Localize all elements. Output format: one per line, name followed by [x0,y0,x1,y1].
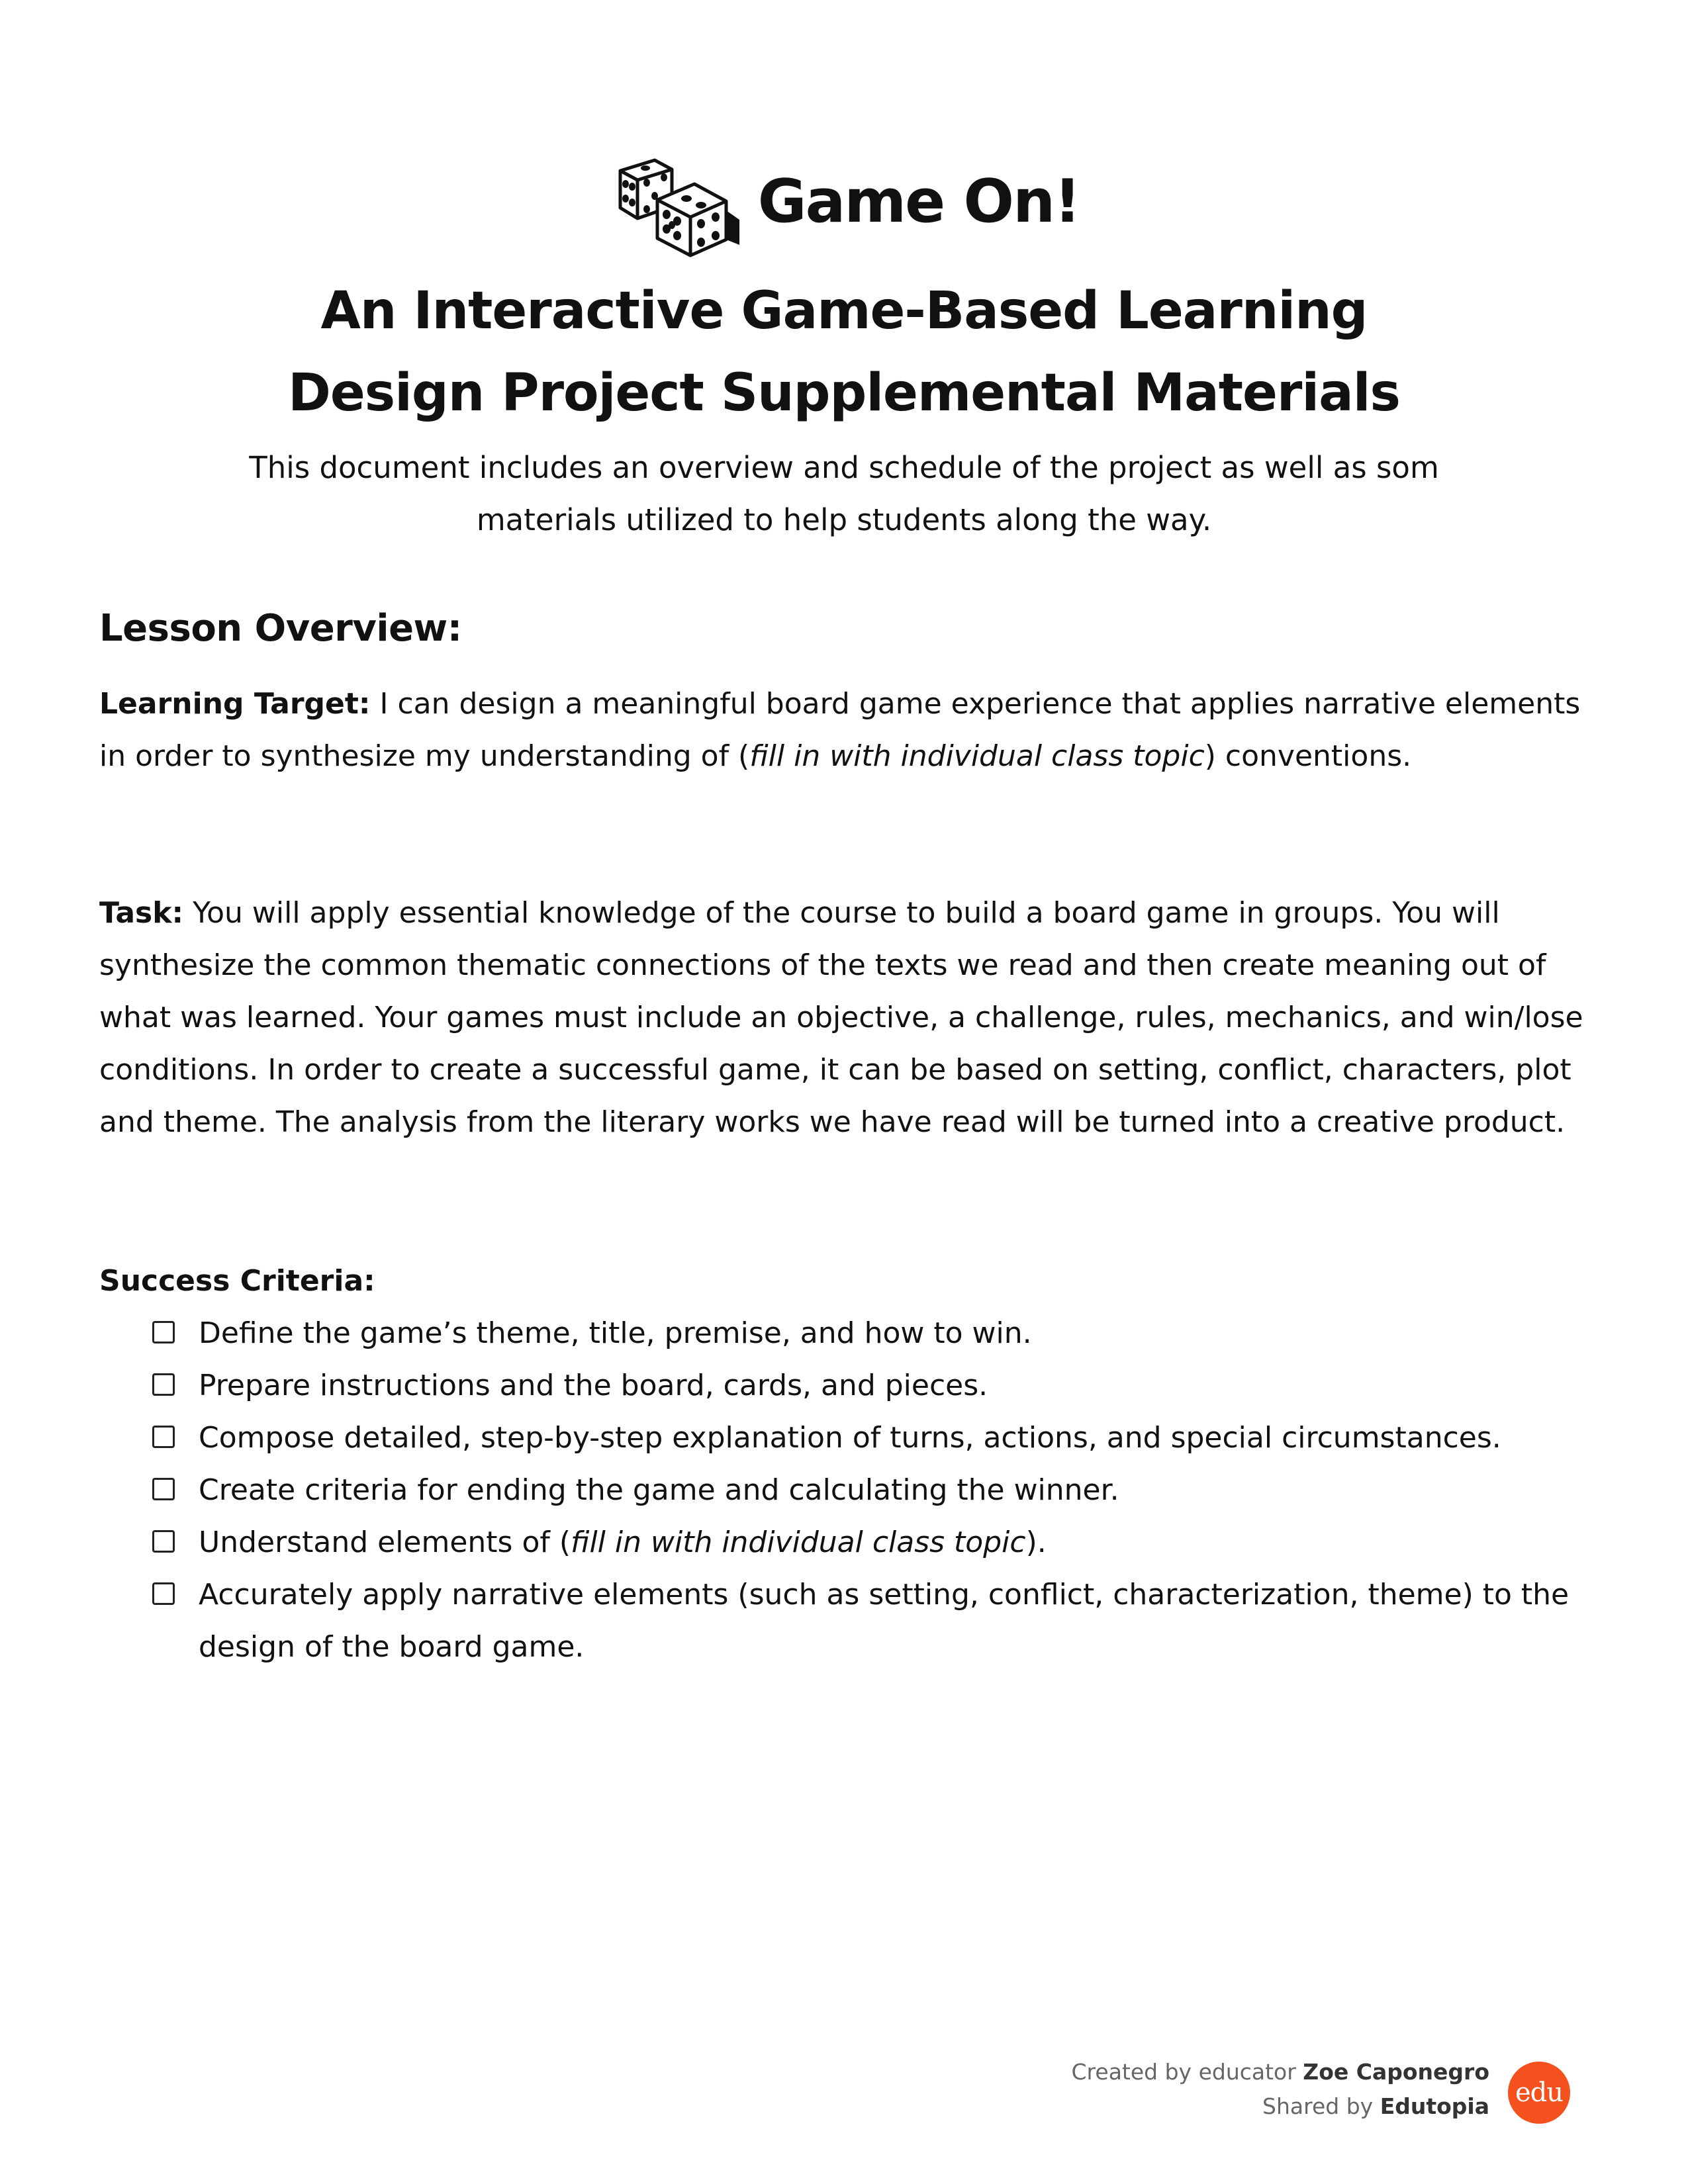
dice-icon [608,146,754,258]
criteria-item-text: Accurately apply narrative elements (such as setting, conflict, characterization, theme) to the design of the board game. [199,1578,1570,1664]
criteria-item-text: Compose detailed, step-by-step explanation of turns, actions, and special circumstances. [199,1421,1501,1455]
checkbox-icon[interactable] [152,1478,175,1500]
learning-target-text-1: I can design a meaningful board game experience that applies narrative elements in order to synthesize my understanding of ( [99,687,1581,773]
publisher-name: Edutopia [1380,2093,1489,2119]
criteria-item [152,1516,1595,1569]
criteria-item [152,1359,1595,1412]
created-by-prefix: Created by educator [1071,2059,1303,2085]
criteria-item-topic: fill in with individual class topic [571,1525,1026,1559]
criteria-item-text: Define the game’s theme, title, premise, and how to win. [199,1316,1032,1350]
learning-target-topic: fill in with individual class topic [749,739,1205,773]
criteria-item-text [199,1516,1047,1569]
learning-target-paragraph [99,678,1589,782]
task-paragraph [99,887,1589,1148]
checkbox-icon[interactable] [152,1426,175,1448]
page-title: Game On! [757,167,1080,236]
criteria-item-text-after: ). [1025,1525,1047,1559]
task-label: Task: [99,896,184,930]
intro-line-2: materials utilized to help students along the way. [476,502,1212,537]
intro-line-1: This document includes an overview and schedule of the project as well as som [249,450,1439,485]
subtitle-line-2: Design Project Supplemental Materials [288,363,1400,423]
subtitle-line-1: An Interactive Game-Based Learning [320,281,1368,341]
author-name: Zoe Caponegro [1303,2059,1489,2085]
created-by-line [1072,2055,1489,2089]
lesson-overview-heading: Lesson Overview: [99,607,462,650]
footer-credits [1072,2055,1489,2124]
checkbox-icon[interactable] [152,1530,175,1553]
criteria-item [152,1412,1595,1464]
success-criteria-list [152,1307,1595,1673]
criteria-item-text: Create criteria for ending the game and calculating the winner. [199,1473,1119,1507]
criteria-item-text: Prepare instructions and the board, cards, and pieces. [199,1369,988,1402]
title-row [0,142,1688,261]
shared-by-prefix: Shared by [1262,2093,1380,2119]
learning-target-label: Learning Target: [99,687,371,721]
page-subtitle [0,270,1688,434]
criteria-item-text-before: Understand elements of ( [199,1525,571,1559]
success-criteria-heading: Success Criteria: [99,1264,375,1298]
checkbox-icon[interactable] [152,1582,175,1605]
criteria-item [152,1569,1595,1673]
task-text: You will apply essential knowledge of the course to build a board game in groups. You will synthesize the common thematic connections of the texts we read and then create meaning out of what was learned. Your games must include an objective, a challenge, rules, mechanics, and win/lose conditions. In order to create a successful game, it can be based on setting, conflict, characters, plot and theme. The analysis from the literary works we have read will be turned into a creative product. [99,896,1583,1139]
intro-text [199,441,1489,546]
shared-by-line [1072,2089,1489,2124]
criteria-item [152,1464,1595,1516]
criteria-item [152,1307,1595,1359]
checkbox-icon[interactable] [152,1321,175,1343]
learning-target-text-2: ) conventions. [1204,739,1412,773]
edutopia-logo: edu [1508,2062,1570,2124]
checkbox-icon[interactable] [152,1373,175,1396]
